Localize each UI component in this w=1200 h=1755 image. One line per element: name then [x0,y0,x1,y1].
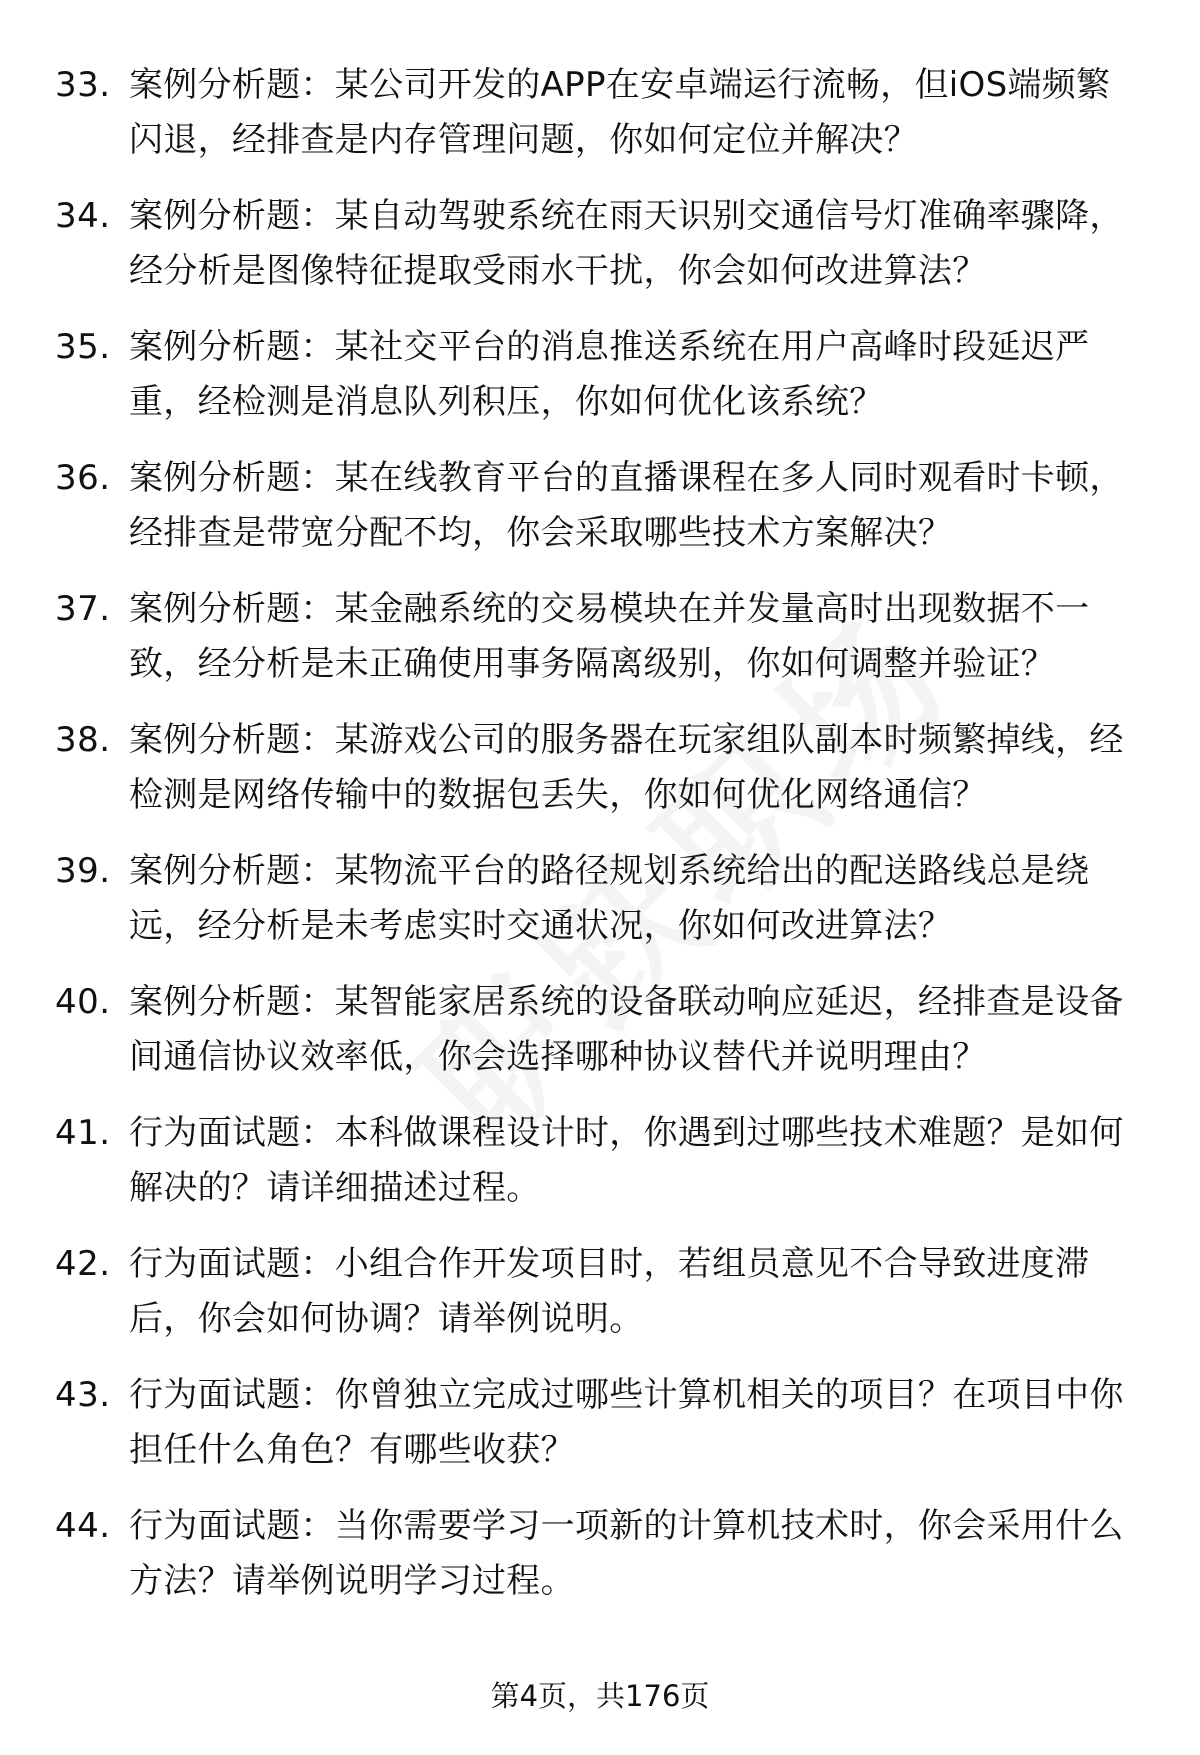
question-text: 案例分析题：某自动驾驶系统在雨天识别交通信号灯准确率骤降，经分析是图像特征提取受雨水干扰，你会如何改进算法？ [129,196,1124,291]
question-number: 44. [55,1506,111,1546]
question-item [55,713,1155,844]
question-text: 行为面试题：当你需要学习一项新的计算机技术时，你会采用什么方法？请举例说明学习过程。 [129,1506,1124,1601]
question-number: 33. [55,65,111,105]
question-item [55,189,1155,320]
page-footer: 第4页，共176页 [490,1679,710,1713]
question-item [55,844,1155,975]
question-list [55,58,1155,1630]
question-text: 案例分析题：某在线教育平台的直播课程在多人同时观看时卡顿，经排查是带宽分配不均，你会采取哪些技术方案解决？ [129,458,1124,553]
question-text: 行为面试题：本科做课程设计时，你遇到过哪些技术难题？是如何解决的？请详细描述过程。 [129,1113,1124,1208]
question-text: 案例分析题：某游戏公司的服务器在玩家组队副本时频繁掉线，经检测是网络传输中的数据包丢失，你如何优化网络通信？ [129,720,1124,815]
question-number: 34. [55,196,111,236]
question-text: 案例分析题：某物流平台的路径规划系统给出的配送路线总是绕远，经分析是未考虑实时交通状况，你如何改进算法？ [129,851,1090,946]
question-item [55,1237,1155,1368]
question-item [55,975,1155,1106]
question-item [55,58,1155,189]
question-item [55,1106,1155,1237]
question-text: 案例分析题：某智能家居系统的设备联动响应延迟，经排查是设备间通信协议效率低，你会选择哪种协议替代并说明理由？ [129,982,1124,1077]
question-item [55,320,1155,451]
question-number: 41. [55,1113,111,1153]
question-number: 39. [55,851,111,891]
question-item [55,451,1155,582]
question-number: 38. [55,720,111,760]
question-text: 行为面试题：你曾独立完成过哪些计算机相关的项目？在项目中你担任什么角色？有哪些收获？ [129,1375,1124,1470]
question-text: 案例分析题：某社交平台的消息推送系统在用户高峰时段延迟严重，经检测是消息队列积压，你如何优化该系统？ [129,327,1090,422]
question-text: 行为面试题：小组合作开发项目时，若组员意见不合导致进度滞后，你会如何协调？请举例说明。 [129,1244,1090,1339]
question-number: 36. [55,458,111,498]
question-item [55,582,1155,713]
question-number: 37. [55,589,111,629]
question-number: 40. [55,982,111,1022]
question-text: 案例分析题：某金融系统的交易模块在并发量高时出现数据不一致，经分析是未正确使用事务隔离级别，你如何调整并验证？ [129,589,1090,684]
question-number: 43. [55,1375,111,1415]
question-number: 35. [55,327,111,367]
question-text: 案例分析题：某公司开发的APP在安卓端运行流畅，但iOS端频繁闪退，经排查是内存管理问题，你如何定位并解决？ [129,65,1111,160]
question-item [55,1499,1155,1630]
question-number: 42. [55,1244,111,1284]
question-item [55,1368,1155,1499]
